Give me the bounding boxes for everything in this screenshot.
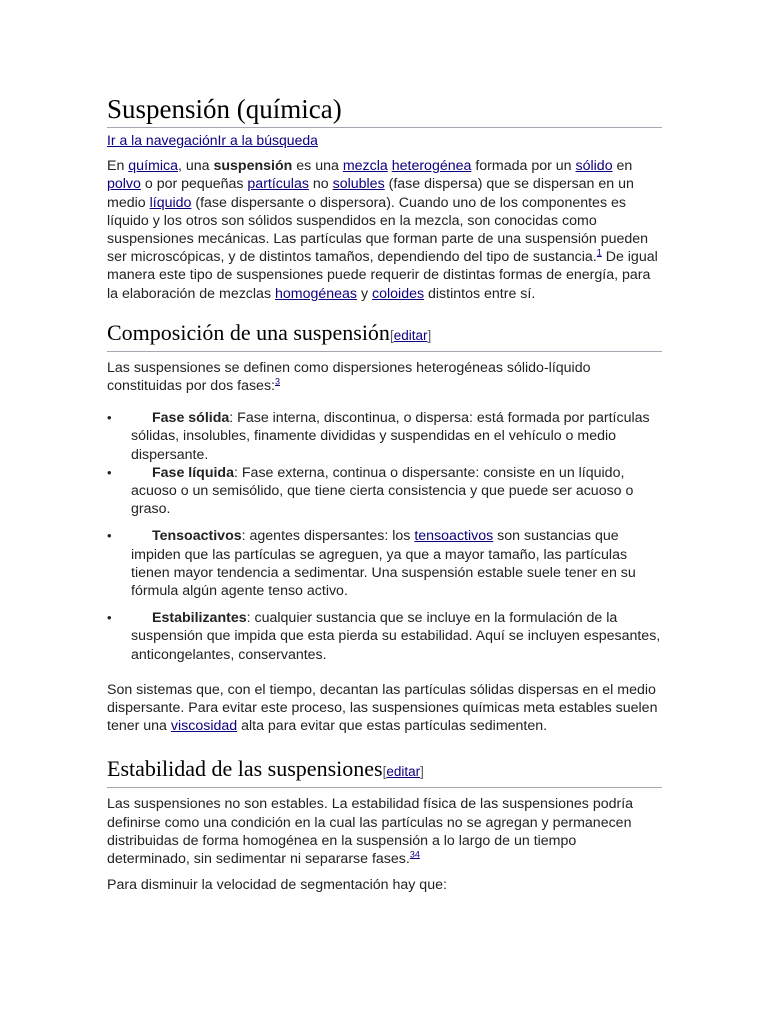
list-item (107, 609, 662, 664)
term-suspension: suspensión (213, 158, 293, 175)
list-item-term: Fase líquida (152, 464, 234, 481)
text: distintos entre sí. (424, 285, 536, 302)
list-item-text: : Fase interna, discontinua, o dispersa: está formada por partículas sólidas, insolubles, finamente divididas y suspendidas en el vehículo o medio dispersante. (131, 410, 650, 463)
edit-section (390, 328, 431, 343)
phases-list (107, 409, 662, 518)
text: formada por un (471, 158, 576, 175)
text: (fase dispersa) que se dispersan en un medio (107, 176, 634, 211)
bullet-icon: • (107, 410, 112, 426)
text: no (308, 176, 333, 193)
bullet-icon: • (107, 528, 112, 544)
link-viscosidad[interactable]: viscosidad (170, 718, 238, 735)
edit-section-link[interactable]: editar (393, 327, 428, 343)
list-item-text: : cualquier sustancia que se incluye en la formulación de la suspensión que impida que esta pierda su estabilidad. Aquí se incluyen espesantes, anticongelantes, conservantes. (131, 610, 661, 663)
section-heading-composicion (107, 319, 662, 352)
list-item-text: son sustancias que impiden que las partículas se agreguen, ya que a mayor tamaño, las partículas tienen mayor tendencia a sedimentar. Una suspensión estable suele tener en su fórmula algún agente tenso activo. (131, 528, 636, 600)
text: alta para evitar que estas partículas sedimenten. (237, 718, 548, 735)
bracket: ] (427, 327, 432, 343)
reference-link-3[interactable]: 3 (274, 376, 280, 387)
bracket: [ (382, 764, 387, 780)
edit-section-link[interactable]: editar (386, 764, 421, 780)
link-polvo[interactable]: polvo (107, 176, 141, 193)
paragraph (107, 795, 662, 868)
link-coloides[interactable]: coloides (372, 285, 425, 302)
article (107, 82, 662, 895)
section-heading-text: Composición de una suspensión (107, 319, 390, 345)
text: Son sistemas que, con el tiempo, decantan las partículas sólidas dispersas en el medio dispersante. Para evitar este proceso, las suspensiones químicas meta estables suelen tener una (107, 681, 658, 735)
text: De igual manera este tipo de suspensiones puede requerir de distintas formas de energía, para la elaboración de mezclas (107, 249, 658, 302)
link-solubles[interactable]: solubles (332, 176, 385, 193)
paragraph: Para disminuir la velocidad de segmentación hay que: (107, 877, 447, 894)
phases-list (107, 527, 662, 600)
text: en (612, 158, 633, 175)
bullet-icon: • (107, 610, 112, 626)
link-liquido[interactable]: líquido (149, 194, 192, 211)
paragraph (107, 681, 662, 736)
section-heading-estabilidad (107, 755, 662, 788)
jump-links (107, 131, 662, 149)
link-quimica[interactable]: química (128, 158, 178, 175)
bullet-icon: • (107, 464, 112, 480)
text: En (107, 158, 129, 175)
paragraph (107, 359, 662, 395)
jump-to-navigation-link[interactable]: Ir a la navegación (107, 132, 218, 148)
reference-link-1[interactable]: 1 (596, 247, 602, 258)
section-heading-text: Estabilidad de las suspensiones (107, 756, 383, 782)
list-item (107, 409, 662, 464)
link-heterogenea[interactable]: heterogénea (391, 158, 472, 175)
page-title: Suspensión (química) (107, 92, 662, 128)
text: y (357, 285, 373, 302)
text: (fase dispersante o dispersora). Cuando uno de los componentes es líquido y los otros son sólidos suspendidos en la mezcla, son conocidas como suspensiones mecánicas. Las partículas que forman parte de una suspensión pueden ser microscópicas, y de distintos tamaños, dependiendo del tipo de sustancia. (107, 194, 649, 266)
list-item-term: Tensoactivos (152, 528, 242, 545)
bracket: ] (420, 764, 424, 780)
list-item-text: : agentes dispersantes: los (241, 528, 415, 545)
list-item-term: Estabilizantes (152, 610, 247, 627)
phases-list (107, 609, 662, 664)
text: , una (177, 158, 214, 175)
intro-paragraph (107, 157, 662, 303)
bracket: [ (389, 327, 394, 343)
text: Las suspensiones se definen como dispersiones heterogéneas sólido-líquido constituidas por dos fases: (107, 359, 591, 395)
text: es una (292, 158, 343, 175)
link-particulas[interactable]: partículas (247, 176, 309, 193)
edit-section (383, 764, 424, 779)
reference-link-34[interactable]: 34 (409, 849, 420, 860)
link-mezcla[interactable]: mezcla (342, 158, 388, 175)
text: o por pequeñas (140, 176, 248, 193)
list-item-text: : Fase externa, continua o dispersante: consiste en un líquido, acuoso o un semisólido, que tiene cierta consistencia y que puede ser acuoso o graso. (131, 464, 634, 518)
list-item-term: Fase sólida (152, 410, 230, 427)
list-item (107, 527, 662, 600)
list-item (107, 464, 662, 519)
link-tensoactivos[interactable]: tensoactivos (414, 528, 494, 545)
text: Las suspensiones no son estables. La estabilidad física de las suspensiones podría definirse como una condición en la cual las partículas no se agregan y permanecen distribuidas de forma homogénea en la suspensión a lo largo de un tiempo determinado, sin sedimentar ni separarse fases. (107, 796, 634, 868)
link-homogeneas[interactable]: homogéneas (274, 285, 358, 302)
link-solido[interactable]: sólido (575, 158, 613, 175)
jump-to-search-link[interactable]: Ir a la búsqueda (217, 132, 318, 148)
